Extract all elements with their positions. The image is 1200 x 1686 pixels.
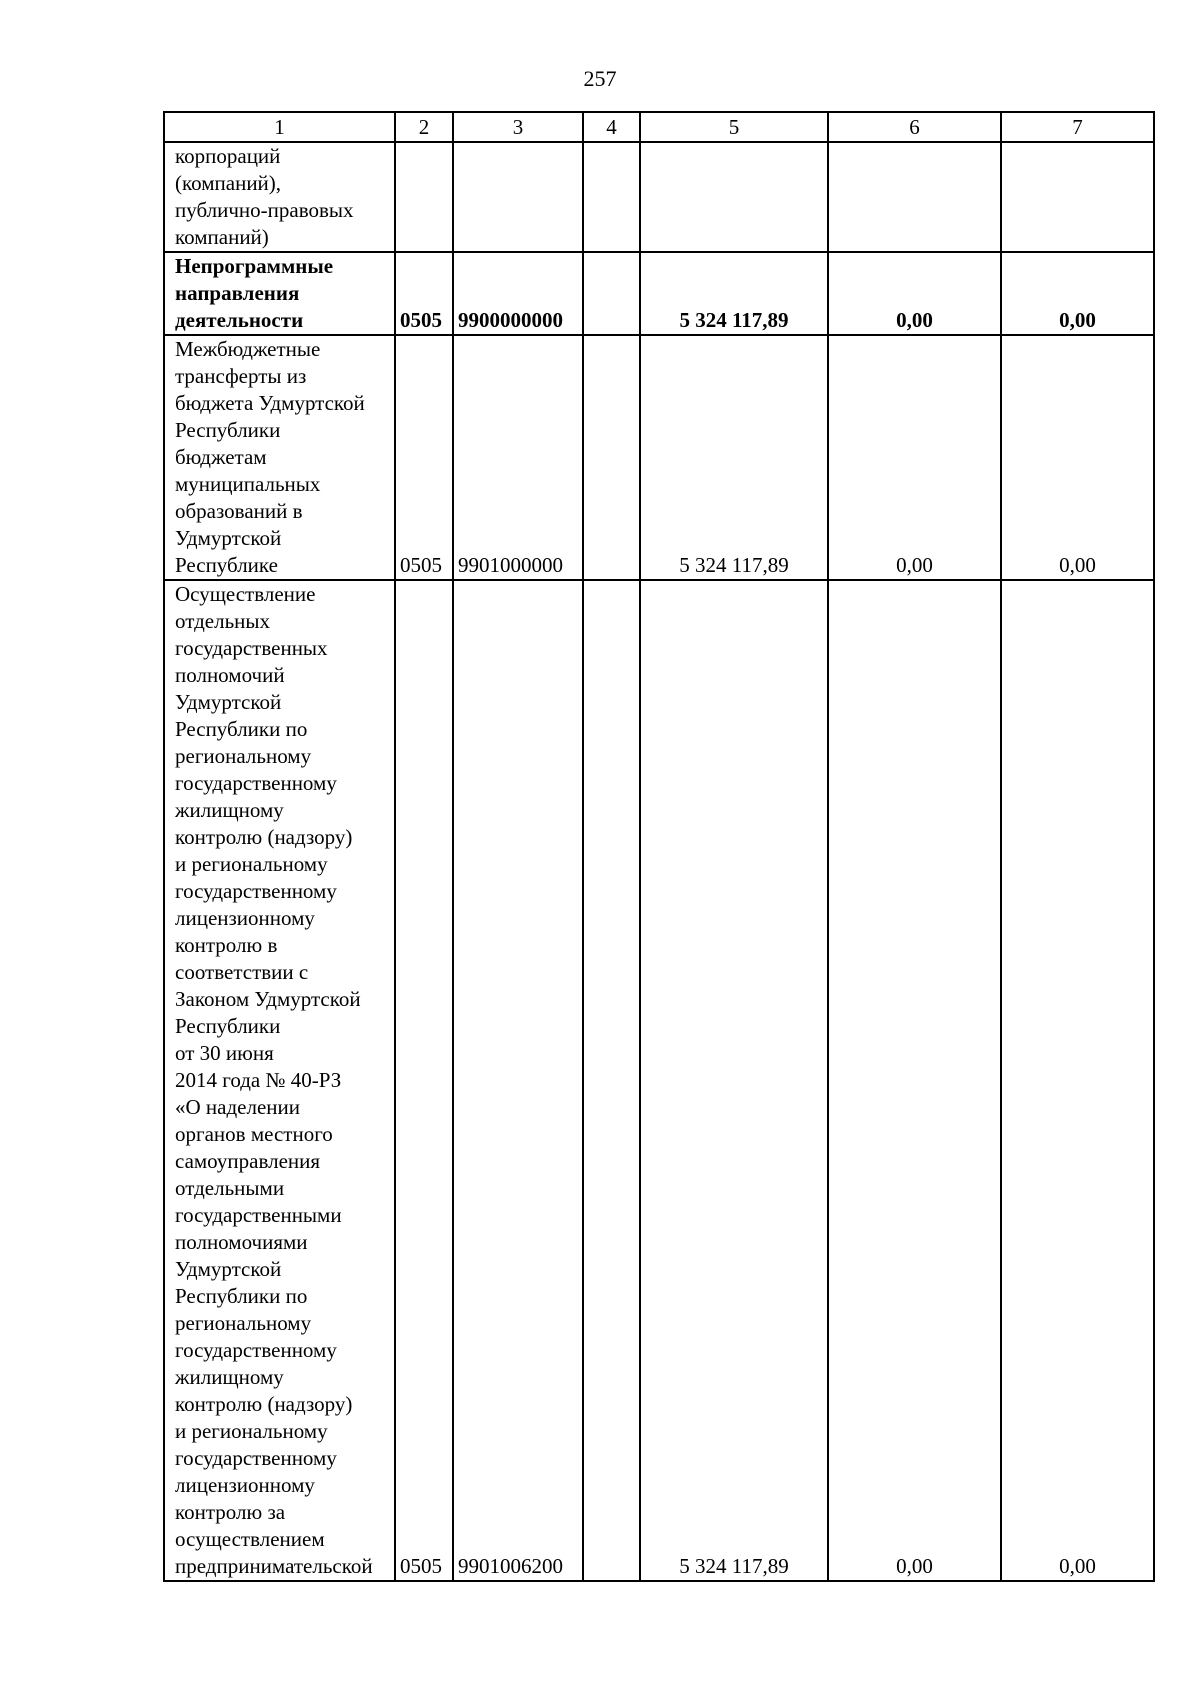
description-line: полномочиями xyxy=(175,1230,308,1254)
description-line: направления xyxy=(175,281,300,305)
section-code: 0505 xyxy=(395,580,453,1581)
section-code: 0505 xyxy=(395,252,453,335)
description-line: корпораций xyxy=(175,144,281,168)
description-line: Республике xyxy=(175,553,278,577)
amount-col5: 5 324 117,89 xyxy=(640,252,828,335)
description-line: государственных xyxy=(175,636,328,660)
description-line: региональному xyxy=(175,744,312,768)
amount-col7: 0,00 xyxy=(1001,580,1154,1581)
description-line: контролю за xyxy=(175,1500,286,1524)
amount-col7: 0,00 xyxy=(1001,335,1154,580)
description-line: 2014 года № 40-РЗ xyxy=(175,1068,342,1092)
description-line: самоуправления xyxy=(175,1149,321,1173)
description-line: деятельности xyxy=(175,308,304,332)
amount-col5: 5 324 117,89 xyxy=(640,335,828,580)
description-line: полномочий xyxy=(175,663,285,687)
description-line: Удмуртской xyxy=(175,1257,282,1281)
description-line: Удмуртской xyxy=(175,690,282,714)
description-line: бюджета Удмуртской xyxy=(175,391,365,415)
description-line: государственному xyxy=(175,1446,337,1470)
description-line: бюджетам xyxy=(175,445,267,469)
description-line: отдельными xyxy=(175,1176,285,1200)
description-line: осуществлением xyxy=(175,1527,325,1551)
amount-col6: 0,00 xyxy=(828,252,1001,335)
section-code: 0505 xyxy=(395,335,453,580)
description-line: предпринимательской xyxy=(175,1554,373,1578)
description-line: Республики xyxy=(175,1014,281,1038)
column-header: 3 xyxy=(453,112,583,142)
table-row xyxy=(164,335,1154,580)
description-line: Законом Удмуртской xyxy=(175,987,361,1011)
description-line: трансферты из xyxy=(175,364,307,388)
expense-type-code xyxy=(583,142,640,252)
row-description xyxy=(164,580,395,1581)
row-description xyxy=(164,142,395,252)
description-line: жилищному xyxy=(175,1365,284,1389)
page-number: 257 xyxy=(583,66,617,91)
description-line: и региональному xyxy=(175,852,328,876)
amount-col6: 0,00 xyxy=(828,335,1001,580)
row-description xyxy=(164,335,395,580)
expense-type-code xyxy=(583,335,640,580)
description-line: соответствии с xyxy=(175,960,309,984)
column-header: 4 xyxy=(583,112,640,142)
target-article-code xyxy=(453,142,583,252)
description-line: лицензионному xyxy=(175,1473,315,1497)
expense-type-code xyxy=(583,580,640,1581)
budget-table xyxy=(163,111,1155,1582)
description-line: образований в xyxy=(175,499,303,523)
table-row xyxy=(164,580,1154,1581)
description-line: контролю (надзору) xyxy=(175,825,353,849)
row-description xyxy=(164,252,395,335)
description-line: Непрограммные xyxy=(175,254,334,278)
description-line: и региональному xyxy=(175,1419,328,1443)
description-line: от 30 июня xyxy=(175,1041,274,1065)
column-header: 7 xyxy=(1001,112,1154,142)
amount-col7: 0,00 xyxy=(1001,252,1154,335)
description-line: Республики по xyxy=(175,717,308,741)
target-article-code: 9900000000 xyxy=(453,252,583,335)
table-header-row xyxy=(164,112,1154,142)
section-code xyxy=(395,142,453,252)
description-line: государственному xyxy=(175,771,337,795)
description-line: Республики по xyxy=(175,1284,308,1308)
amount-col7 xyxy=(1001,142,1154,252)
description-line: Удмуртской xyxy=(175,526,282,550)
description-line: (компаний), xyxy=(175,171,282,195)
description-line: «О наделении xyxy=(175,1095,300,1119)
description-line: муниципальных xyxy=(175,472,321,496)
description-line: контролю в xyxy=(175,933,278,957)
table-row xyxy=(164,252,1154,335)
description-line: государственными xyxy=(175,1203,342,1227)
description-line: государственному xyxy=(175,1338,337,1362)
description-line: лицензионному xyxy=(175,906,315,930)
description-line: Республики xyxy=(175,418,281,442)
column-header: 2 xyxy=(395,112,453,142)
amount-col6: 0,00 xyxy=(828,580,1001,1581)
expense-type-code xyxy=(583,252,640,335)
description-line: Межбюджетные xyxy=(175,337,321,361)
description-line: компаний) xyxy=(175,225,269,249)
description-line: государственному xyxy=(175,879,337,903)
description-line: жилищному xyxy=(175,798,284,822)
amount-col6 xyxy=(828,142,1001,252)
description-line: отдельных xyxy=(175,609,271,633)
target-article-code: 9901000000 xyxy=(453,335,583,580)
description-line: органов местного xyxy=(175,1122,333,1146)
description-line: публично-правовых xyxy=(175,198,354,222)
amount-col5: 5 324 117,89 xyxy=(640,580,828,1581)
column-header: 1 xyxy=(164,112,395,142)
table-row xyxy=(164,142,1154,252)
column-header: 6 xyxy=(828,112,1001,142)
target-article-code: 9901006200 xyxy=(453,580,583,1581)
description-line: контролю (надзору) xyxy=(175,1392,353,1416)
amount-col5 xyxy=(640,142,828,252)
description-line: региональному xyxy=(175,1311,312,1335)
column-header: 5 xyxy=(640,112,828,142)
description-line: Осуществление xyxy=(175,582,316,606)
